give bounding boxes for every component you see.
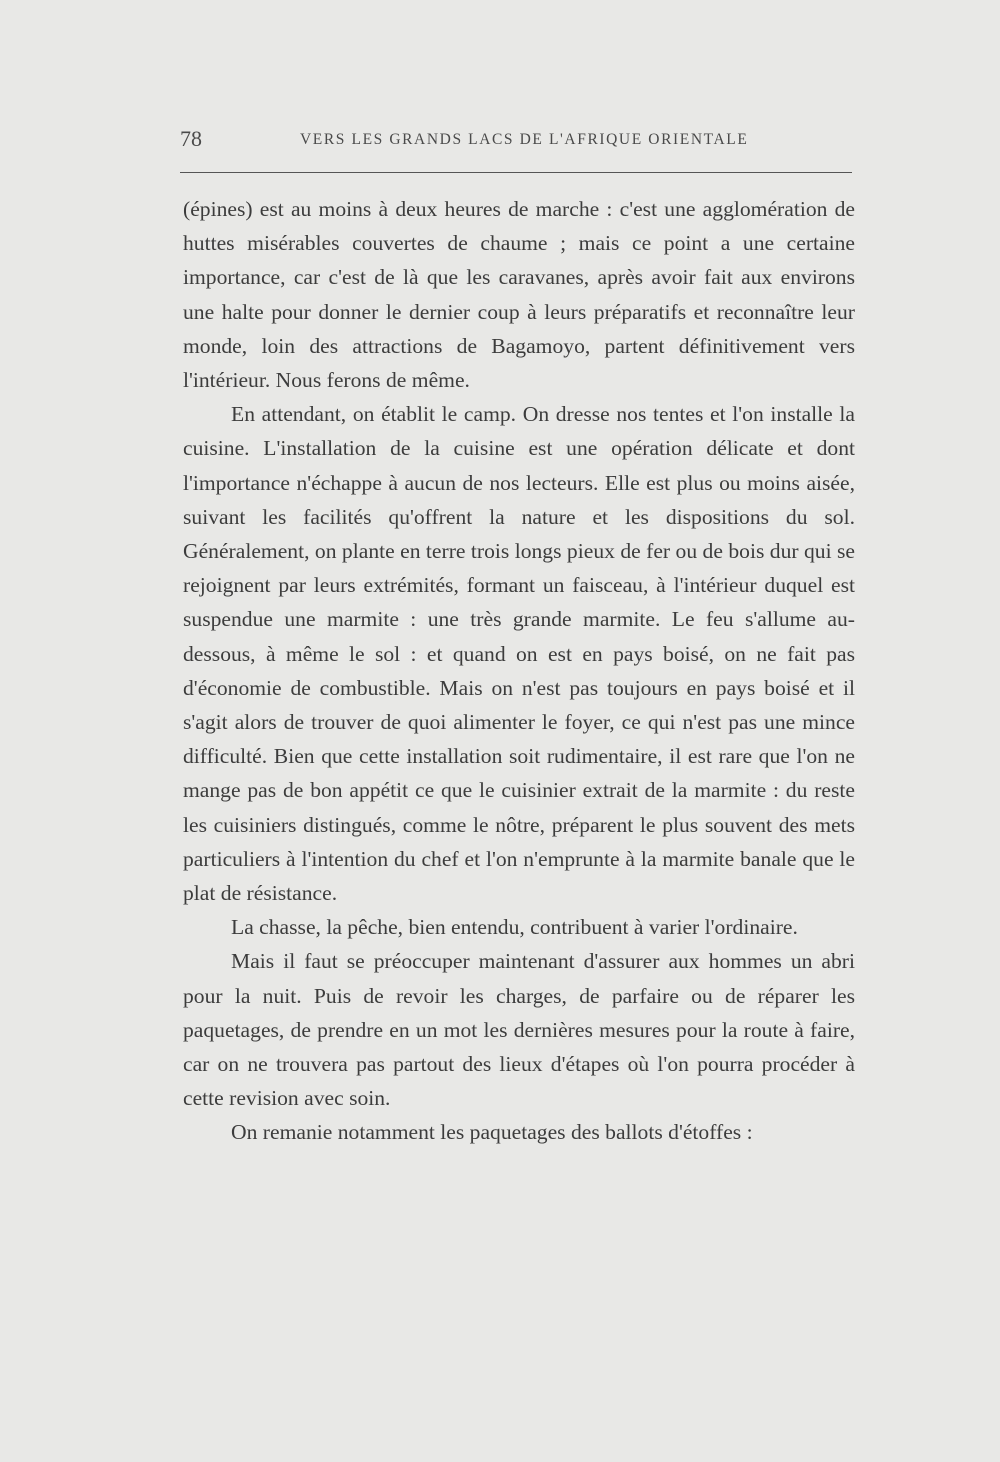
page-header [180,126,852,156]
page-number: 78 [180,126,202,151]
header-rule [180,172,852,173]
paragraph: Mais il faut se préoccuper maintenant d'assurer aux hommes un abri pour la nuit. Puis de revoir les charges, de parfaire ou de réparer les paquetages, de prendre en un mot les dernières mesures pour la route à faire, car on ne trouvera pas partout des lieux d'étapes où l'on pourra procéder à cette revision avec soin. [183,949,855,1111]
paragraph: La chasse, la pêche, bien entendu, contribuent à varier l'ordinaire. [231,915,798,940]
running-title: VERS LES GRANDS LACS DE L'AFRIQUE ORIENTALE [300,131,749,148]
paragraph: En attendant, on établit le camp. On dresse nos tentes et l'on installe la cuisine. L'installation de la cuisine est une opération délicate et dont l'importance n'échappe à aucun de nos lecteurs. Elle est plus ou moins aisée, suivant les facilités qu'offrent la nature et les dispositions du sol. Généralement, on plante en terre trois longs pieux de fer ou de bois dur qui se rejoignent par leurs extrémités, formant un faisceau, à l'intérieur duquel est suspendue une marmite : une très grande marmite. Le feu s'allume au-dessous, à même le sol : et quand on est en pays boisé, on ne fait pas d'économie de combustible. Mais on n'est pas toujours en pays boisé et il s'agit alors de trouver de quoi alimenter le foyer, ce qui n'est pas une mince difficulté. Bien que cette installation soit rudimentaire, il est rare que l'on ne mange pas de bon appétit ce que le cuisinier extrait de la marmite : du reste les cuisiniers distingués, comme le nôtre, préparent le plus souvent des mets particuliers à l'intention du chef et l'on n'emprunte à la marmite banale que le plat de résistance. [183,402,855,906]
paragraph-continued: (épines) est au moins à deux heures de marche : c'est une agglomération de huttes misérables couvertes de chaume ; mais ce point a une certaine importance, car c'est de là que les caravanes, après avoir fait aux environs une halte pour donner le dernier coup à leurs préparatifs et reconnaître leur monde, loin des attractions de Bagamoyo, partent définitivement vers l'intérieur. Nous ferons de même. [183,197,855,393]
paragraph: On remanie notamment les paquetages des ballots d'étoffes : [231,1120,753,1145]
body-text [183,192,855,1150]
